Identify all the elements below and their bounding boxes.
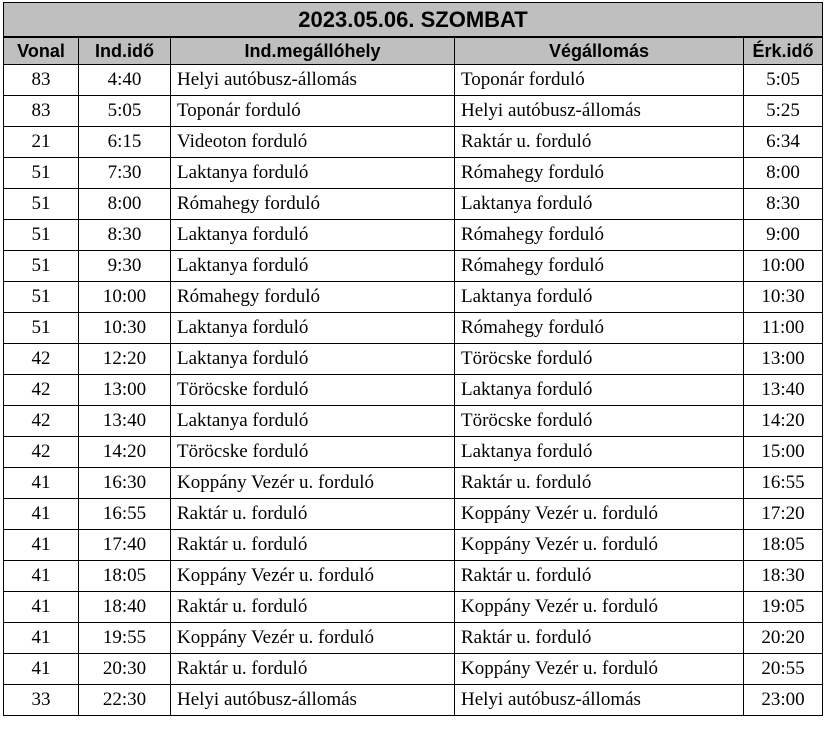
terminus-cell: Koppány Vezér u. forduló xyxy=(455,592,744,623)
table-row xyxy=(4,251,823,282)
departure-time-cell: 8:30 xyxy=(79,220,171,251)
table-row xyxy=(4,468,823,499)
terminus-cell: Helyi autóbusz-állomás xyxy=(455,96,744,127)
arrival-time-cell: 10:30 xyxy=(744,282,823,313)
column-header-departure-time: Ind.idő xyxy=(79,37,171,65)
terminus-cell: Helyi autóbusz-állomás xyxy=(455,685,744,716)
departure-stop-cell: Helyi autóbusz-állomás xyxy=(171,65,455,96)
table-row xyxy=(4,561,823,592)
departure-time-cell: 9:30 xyxy=(79,251,171,282)
table-row xyxy=(4,127,823,158)
departure-stop-cell: Rómahegy forduló xyxy=(171,189,455,220)
departure-time-cell: 7:30 xyxy=(79,158,171,189)
schedule-title: 2023.05.06. SZOMBAT xyxy=(4,3,823,38)
terminus-cell: Rómahegy forduló xyxy=(455,313,744,344)
departure-stop-cell: Koppány Vezér u. forduló xyxy=(171,468,455,499)
terminus-cell: Laktanya forduló xyxy=(455,189,744,220)
line-cell: 51 xyxy=(4,220,79,251)
departure-stop-cell: Laktanya forduló xyxy=(171,344,455,375)
arrival-time-cell: 8:00 xyxy=(744,158,823,189)
departure-time-cell: 10:00 xyxy=(79,282,171,313)
arrival-time-cell: 13:40 xyxy=(744,375,823,406)
line-cell: 41 xyxy=(4,530,79,561)
terminus-cell: Rómahegy forduló xyxy=(455,220,744,251)
schedule-table xyxy=(3,2,823,716)
table-row xyxy=(4,406,823,437)
departure-time-cell: 10:30 xyxy=(79,313,171,344)
departure-time-cell: 16:30 xyxy=(79,468,171,499)
departure-stop-cell: Raktár u. forduló xyxy=(171,592,455,623)
departure-stop-cell: Rómahegy forduló xyxy=(171,282,455,313)
departure-stop-cell: Videoton forduló xyxy=(171,127,455,158)
table-row xyxy=(4,437,823,468)
schedule-body xyxy=(4,65,823,716)
departure-stop-cell: Raktár u. forduló xyxy=(171,654,455,685)
line-cell: 41 xyxy=(4,561,79,592)
table-row xyxy=(4,530,823,561)
departure-stop-cell: Helyi autóbusz-állomás xyxy=(171,685,455,716)
departure-stop-cell: Raktár u. forduló xyxy=(171,530,455,561)
arrival-time-cell: 23:00 xyxy=(744,685,823,716)
line-cell: 41 xyxy=(4,499,79,530)
table-row xyxy=(4,65,823,96)
terminus-cell: Töröcske forduló xyxy=(455,344,744,375)
departure-time-cell: 18:40 xyxy=(79,592,171,623)
departure-stop-cell: Töröcske forduló xyxy=(171,437,455,468)
line-cell: 42 xyxy=(4,375,79,406)
header-row xyxy=(4,37,823,65)
table-row xyxy=(4,189,823,220)
departure-time-cell: 4:40 xyxy=(79,65,171,96)
line-cell: 42 xyxy=(4,406,79,437)
terminus-cell: Rómahegy forduló xyxy=(455,158,744,189)
departure-time-cell: 19:55 xyxy=(79,623,171,654)
table-row xyxy=(4,96,823,127)
table-row xyxy=(4,592,823,623)
table-row xyxy=(4,158,823,189)
line-cell: 51 xyxy=(4,158,79,189)
schedule-container xyxy=(3,2,822,716)
terminus-cell: Toponár forduló xyxy=(455,65,744,96)
departure-time-cell: 8:00 xyxy=(79,189,171,220)
table-row xyxy=(4,313,823,344)
arrival-time-cell: 5:25 xyxy=(744,96,823,127)
line-cell: 51 xyxy=(4,313,79,344)
departure-stop-cell: Laktanya forduló xyxy=(171,158,455,189)
table-row xyxy=(4,375,823,406)
table-row xyxy=(4,499,823,530)
departure-stop-cell: Koppány Vezér u. forduló xyxy=(171,561,455,592)
departure-time-cell: 22:30 xyxy=(79,685,171,716)
arrival-time-cell: 9:00 xyxy=(744,220,823,251)
table-row xyxy=(4,220,823,251)
departure-time-cell: 16:55 xyxy=(79,499,171,530)
table-row xyxy=(4,654,823,685)
line-cell: 51 xyxy=(4,189,79,220)
line-cell: 42 xyxy=(4,437,79,468)
column-header-arrival-time: Érk.idő xyxy=(744,37,823,65)
line-cell: 83 xyxy=(4,96,79,127)
line-cell: 41 xyxy=(4,654,79,685)
departure-stop-cell: Toponár forduló xyxy=(171,96,455,127)
departure-time-cell: 17:40 xyxy=(79,530,171,561)
departure-stop-cell: Koppány Vezér u. forduló xyxy=(171,623,455,654)
arrival-time-cell: 6:34 xyxy=(744,127,823,158)
departure-time-cell: 13:40 xyxy=(79,406,171,437)
terminus-cell: Raktár u. forduló xyxy=(455,623,744,654)
arrival-time-cell: 8:30 xyxy=(744,189,823,220)
terminus-cell: Koppány Vezér u. forduló xyxy=(455,654,744,685)
column-header-terminus: Végállomás xyxy=(455,37,744,65)
arrival-time-cell: 11:00 xyxy=(744,313,823,344)
departure-stop-cell: Töröcske forduló xyxy=(171,375,455,406)
line-cell: 41 xyxy=(4,623,79,654)
arrival-time-cell: 20:20 xyxy=(744,623,823,654)
departure-stop-cell: Laktanya forduló xyxy=(171,220,455,251)
line-cell: 42 xyxy=(4,344,79,375)
terminus-cell: Raktár u. forduló xyxy=(455,127,744,158)
arrival-time-cell: 18:30 xyxy=(744,561,823,592)
table-row xyxy=(4,344,823,375)
table-row xyxy=(4,685,823,716)
departure-time-cell: 6:15 xyxy=(79,127,171,158)
table-row xyxy=(4,282,823,313)
arrival-time-cell: 5:05 xyxy=(744,65,823,96)
departure-time-cell: 18:05 xyxy=(79,561,171,592)
line-cell: 41 xyxy=(4,592,79,623)
arrival-time-cell: 10:00 xyxy=(744,251,823,282)
title-row xyxy=(4,3,823,38)
table-row xyxy=(4,623,823,654)
departure-stop-cell: Raktár u. forduló xyxy=(171,499,455,530)
departure-time-cell: 13:00 xyxy=(79,375,171,406)
departure-stop-cell: Laktanya forduló xyxy=(171,313,455,344)
terminus-cell: Laktanya forduló xyxy=(455,437,744,468)
departure-time-cell: 20:30 xyxy=(79,654,171,685)
arrival-time-cell: 13:00 xyxy=(744,344,823,375)
departure-time-cell: 12:20 xyxy=(79,344,171,375)
terminus-cell: Rómahegy forduló xyxy=(455,251,744,282)
line-cell: 21 xyxy=(4,127,79,158)
arrival-time-cell: 18:05 xyxy=(744,530,823,561)
line-cell: 51 xyxy=(4,251,79,282)
line-cell: 83 xyxy=(4,65,79,96)
column-header-line: Vonal xyxy=(4,37,79,65)
line-cell: 51 xyxy=(4,282,79,313)
terminus-cell: Raktár u. forduló xyxy=(455,561,744,592)
arrival-time-cell: 14:20 xyxy=(744,406,823,437)
departure-stop-cell: Laktanya forduló xyxy=(171,406,455,437)
terminus-cell: Raktár u. forduló xyxy=(455,468,744,499)
arrival-time-cell: 17:20 xyxy=(744,499,823,530)
terminus-cell: Töröcske forduló xyxy=(455,406,744,437)
arrival-time-cell: 16:55 xyxy=(744,468,823,499)
column-header-departure-stop: Ind.megállóhely xyxy=(171,37,455,65)
line-cell: 33 xyxy=(4,685,79,716)
terminus-cell: Koppány Vezér u. forduló xyxy=(455,499,744,530)
terminus-cell: Laktanya forduló xyxy=(455,282,744,313)
departure-stop-cell: Laktanya forduló xyxy=(171,251,455,282)
terminus-cell: Laktanya forduló xyxy=(455,375,744,406)
arrival-time-cell: 15:00 xyxy=(744,437,823,468)
line-cell: 41 xyxy=(4,468,79,499)
departure-time-cell: 14:20 xyxy=(79,437,171,468)
departure-time-cell: 5:05 xyxy=(79,96,171,127)
arrival-time-cell: 20:55 xyxy=(744,654,823,685)
arrival-time-cell: 19:05 xyxy=(744,592,823,623)
terminus-cell: Koppány Vezér u. forduló xyxy=(455,530,744,561)
